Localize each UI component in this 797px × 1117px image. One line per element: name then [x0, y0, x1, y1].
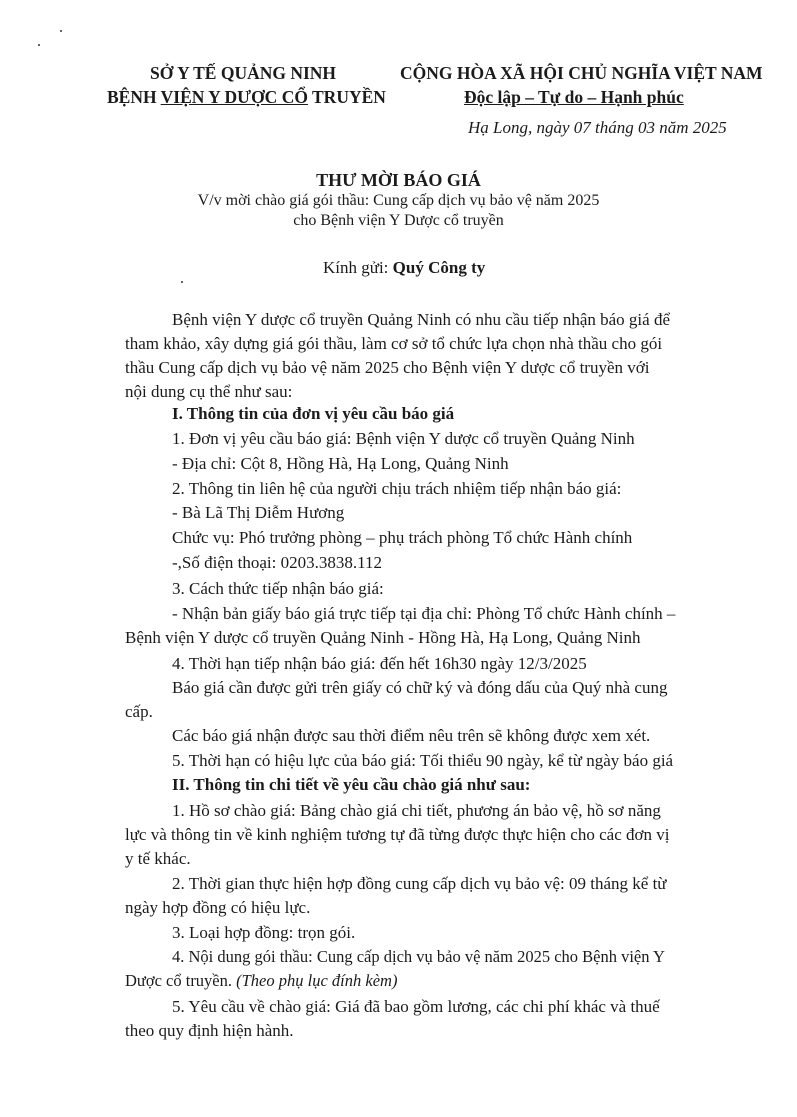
section-1-line: 1. Đơn vị yêu cầu báo giá: Bệnh viện Y dược cổ truyền Quảng Ninh	[172, 429, 635, 448]
intro-line-3: thầu Cung cấp dịch vụ bảo vệ năm 2025 cho Bệnh viện Y dược cổ truyền với	[125, 358, 650, 377]
section-2-line: 4. Nội dung gói thầu: Cung cấp dịch vụ bảo vệ năm 2025 cho Bệnh viện Y	[172, 947, 665, 966]
section-1-line: Các báo giá nhận được sau thời điểm nêu trên sẽ không được xem xét.	[172, 726, 651, 745]
section-1-line: - Nhận bản giấy báo giá trực tiếp tại địa chỉ: Phòng Tổ chức Hành chính –	[172, 604, 676, 623]
section-1-line: - Bà Lã Thị Diễm Hương	[172, 503, 345, 522]
subject-line-2: cho Bệnh viện Y Dược cổ truyền	[293, 212, 504, 229]
section-1-line: Bệnh viện Y dược cổ truyền Quảng Ninh - Hồng Hà, Hạ Long, Quảng Ninh	[125, 628, 641, 647]
section-1-line: 2. Thông tin liên hệ của người chịu trách nhiệm tiếp nhận báo giá:	[172, 479, 622, 498]
section-1-line: - Địa chỉ: Cột 8, Hồng Hà, Hạ Long, Quảng Ninh	[172, 454, 509, 473]
country-name: CỘNG HÒA XÃ HỘI CHỦ NGHĨA VIỆT NAM	[400, 63, 763, 83]
section-2-line: 2. Thời gian thực hiện hợp đồng cung cấp dịch vụ bảo vệ: 09 tháng kể từ	[172, 874, 667, 893]
section-1-line: 4. Thời hạn tiếp nhận báo giá: đến hết 16h30 ngày 12/3/2025	[172, 654, 587, 673]
scan-speck	[38, 44, 40, 46]
section-1-line: -,Số điện thoại: 0203.3838.112	[172, 553, 382, 572]
scan-speck	[60, 30, 62, 32]
hospital-name	[107, 87, 386, 108]
salutation-prefix: Kính gửi:	[323, 258, 393, 277]
appendix-note: (Theo phụ lục đính kèm)	[236, 971, 398, 990]
section-2-line: 5. Yêu cầu về chào giá: Giá đã bao gồm lương, các chi phí khác và thuế	[172, 997, 660, 1016]
section-2-line: lực và thông tin về kinh nghiệm tương tự đã từng được thực hiện cho các đơn vị	[125, 825, 670, 844]
section-2-line	[125, 971, 397, 991]
hospital-name-suffix: TRUYỀN	[307, 87, 386, 107]
date-line: Hạ Long, ngày 07 tháng 03 năm 2025	[468, 118, 727, 137]
scan-speck	[181, 281, 183, 283]
salutation	[323, 258, 485, 278]
section-1-heading: I. Thông tin của đơn vị yêu cầu báo giá	[172, 404, 455, 423]
section-1-line: cấp.	[125, 702, 153, 721]
salutation-recipient: Quý Công ty	[392, 258, 486, 277]
document-title: THƯ MỜI BÁO GIÁ	[316, 170, 481, 190]
intro-line-1: Bệnh viện Y dược cổ truyền Quảng Ninh có nhu cầu tiếp nhận báo giá để	[172, 310, 670, 329]
section-2-line-text: Dược cổ truyền.	[125, 971, 237, 990]
section-1-line: 3. Cách thức tiếp nhận báo giá:	[172, 579, 384, 598]
intro-line-2: tham khảo, xây dựng giá gói thầu, làm cơ sở tổ chức lựa chọn nhà thầu cho gói	[125, 334, 663, 353]
hospital-name-underlined: VIỆN Y DƯỢC CỔ	[160, 87, 308, 107]
section-1-line: Chức vụ: Phó trưởng phòng – phụ trách phòng Tổ chức Hành chính	[172, 528, 633, 547]
subject-line-1: V/v mời chào giá gói thầu: Cung cấp dịch vụ bảo vệ năm 2025	[197, 192, 600, 209]
section-1-line: 5. Thời hạn có hiệu lực của báo giá: Tối thiểu 90 ngày, kể từ ngày báo giá	[172, 751, 674, 770]
section-2-heading: II. Thông tin chi tiết về yêu cầu chào giá như sau:	[172, 775, 531, 794]
section-2-line: y tế khác.	[125, 849, 191, 868]
hospital-name-prefix: BỆNH	[107, 87, 161, 107]
national-motto: Độc lập – Tự do – Hạnh phúc	[464, 87, 684, 107]
intro-line-4: nội dung cụ thể như sau:	[125, 382, 293, 401]
section-2-line: theo quy định hiện hành.	[125, 1021, 294, 1040]
agency-name: SỞ Y TẾ QUẢNG NINH	[150, 63, 337, 83]
section-1-line: Báo giá cần được gửi trên giấy có chữ ký và đóng dấu của Quý nhà cung	[172, 678, 668, 697]
section-2-line: ngày hợp đồng có hiệu lực.	[125, 898, 311, 917]
section-2-line: 3. Loại hợp đồng: trọn gói.	[172, 923, 356, 942]
section-2-line: 1. Hồ sơ chào giá: Bảng chào giá chi tiết, phương án bảo vệ, hồ sơ năng	[172, 801, 661, 820]
